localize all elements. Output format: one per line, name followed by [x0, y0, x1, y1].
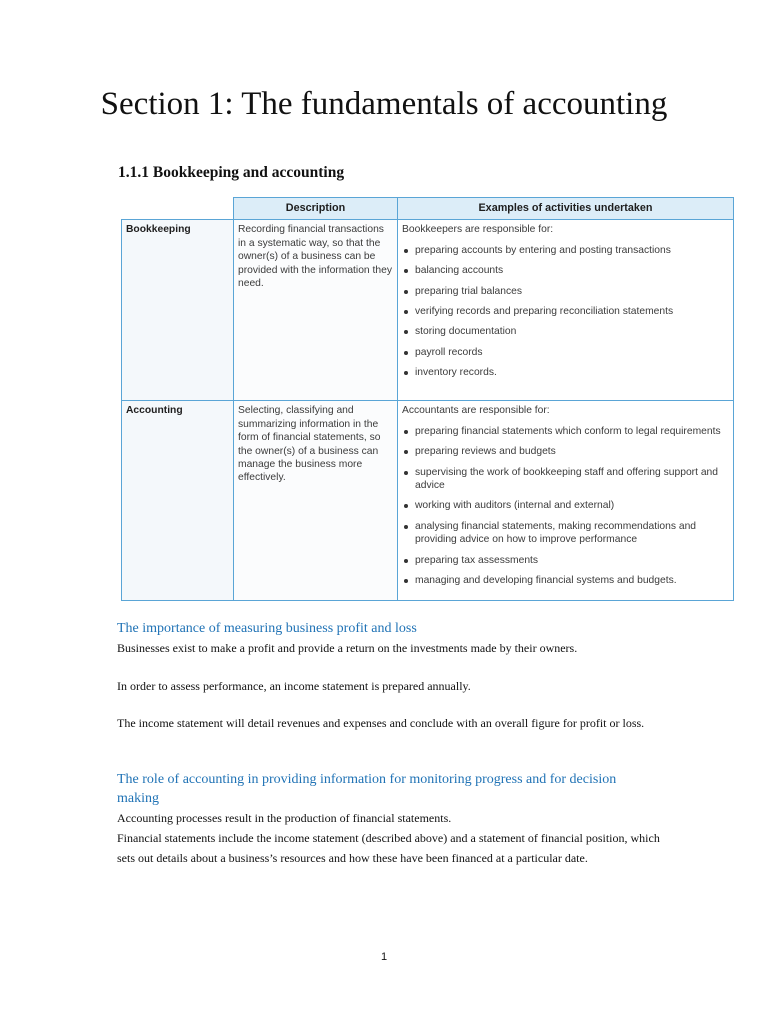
row-label: Bookkeeping [122, 220, 234, 401]
page-number: 1 [380, 951, 388, 963]
table-header-examples: Examples of activities undertaken [398, 198, 734, 220]
profit-paragraph-3: The income statement will detail revenues and expenses and conclude with an overall figure for profit or loss. [117, 716, 645, 730]
role-section-heading: The role of accounting in providing information for monitoring progress and for decision making [117, 772, 617, 806]
activities-list [402, 425, 729, 588]
comparison-table [121, 197, 733, 601]
list-item: preparing reviews and budgets [402, 445, 729, 458]
row-description: Recording financial transactions in a systematic way, so that the owner(s) of a business can be provided with the information they need. [234, 220, 398, 401]
profit-paragraph-1: Businesses exist to make a profit and provide a return on the investments made by their owners. [117, 641, 578, 655]
profit-section-heading: The importance of measuring business profit and loss [117, 621, 417, 636]
list-item: verifying records and preparing reconciliation statements [402, 305, 729, 318]
page-title: Section 1: The fundamentals of accounting [100, 86, 668, 122]
list-item: managing and developing financial systems and budgets. [402, 574, 729, 587]
list-item: analysing financial statements, making recommendations and providing advice on how to improve performance [402, 520, 729, 547]
list-item: preparing financial statements which conform to legal requirements [402, 425, 729, 438]
row-label: Accounting [122, 401, 234, 601]
activities-list [402, 244, 729, 380]
row-activities [398, 220, 734, 401]
table-row-bookkeeping [122, 220, 734, 401]
list-item: payroll records [402, 346, 729, 359]
list-item: balancing accounts [402, 264, 729, 277]
row-description: Selecting, classifying and summarizing information in the form of financial statements, so the owner(s) of a business can manage the business more effectively. [234, 401, 398, 601]
list-item: preparing trial balances [402, 285, 729, 298]
list-item: inventory records. [402, 366, 729, 379]
subsection-heading: 1.1.1 Bookkeeping and accounting [118, 164, 345, 181]
list-item: working with auditors (internal and external) [402, 499, 729, 512]
role-paragraph-1: Accounting processes result in the production of financial statements. [117, 811, 452, 825]
table-header-blank [122, 198, 234, 220]
list-item: preparing accounts by entering and posting transactions [402, 244, 729, 257]
list-item: preparing tax assessments [402, 554, 729, 567]
activities-intro: Bookkeepers are responsible for: [402, 224, 554, 236]
role-paragraph-2: Financial statements include the income statement (described above) and a statement of financial position, which sets out details about a business’s resources and how these have been financed at a particular date. [117, 831, 660, 865]
list-item: supervising the work of bookkeeping staff and offering support and advice [402, 466, 729, 493]
table-header-row [122, 198, 734, 220]
table-header-description: Description [234, 198, 398, 220]
table-row-accounting [122, 401, 734, 601]
profit-paragraph-2: In order to assess performance, an income statement is prepared annually. [117, 679, 471, 693]
list-item: storing documentation [402, 325, 729, 338]
activities-intro: Accountants are responsible for: [402, 405, 550, 417]
row-activities [398, 401, 734, 601]
